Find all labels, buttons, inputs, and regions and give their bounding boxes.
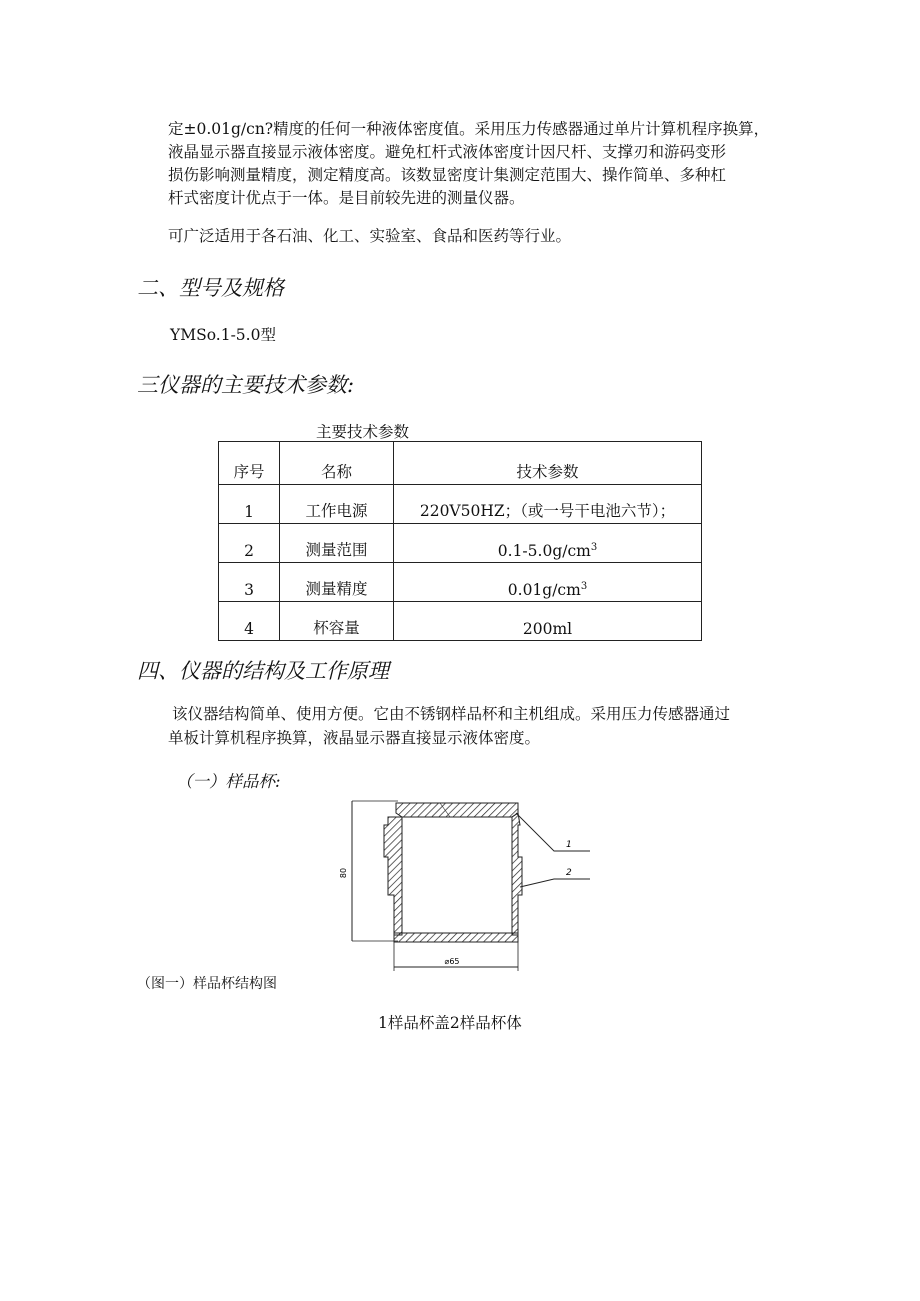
row-name: 测量精度 bbox=[280, 563, 394, 602]
figure-legend: 1样品杯盖2样品杯体 bbox=[378, 1014, 522, 1032]
header-name: 名称 bbox=[280, 442, 394, 485]
table-row bbox=[219, 602, 702, 641]
table-caption: 主要技术参数 bbox=[316, 423, 410, 441]
row-name: 测量范围 bbox=[280, 524, 394, 563]
intro-line-4: 杆式密度计优点于一体。是目前较先进的测量仪器。 bbox=[168, 189, 525, 207]
callout-2-leader bbox=[520, 879, 590, 887]
cup-lid bbox=[396, 803, 518, 817]
table-row bbox=[219, 485, 702, 524]
height-label: 80 bbox=[339, 867, 348, 879]
section4-line-2: 单板计算机程序换算，液晶显示器直接显示液体密度。 bbox=[168, 729, 541, 747]
row-value: 200ml bbox=[394, 602, 702, 641]
section4-heading: 四、仪器的结构及工作原理 bbox=[137, 659, 389, 683]
sample-cup-diagram bbox=[340, 795, 600, 975]
section3-heading: 三仪器的主要技术参数: bbox=[137, 373, 355, 397]
row-no: 2 bbox=[219, 524, 280, 563]
spec-table bbox=[218, 441, 702, 641]
intro-line-3: 损伤影响测量精度，测定精度高。该数显密度计集测定范围大、操作简单、多种杠 bbox=[168, 166, 727, 184]
intro-line-2: 液晶显示器直接显示液体密度。避免杠杆式液体密度计因尺杆、支撑刃和游码变形 bbox=[168, 143, 727, 161]
callout-2-label: 2 bbox=[566, 868, 572, 878]
row-no: 1 bbox=[219, 485, 280, 524]
callout-1-label: 1 bbox=[566, 840, 572, 850]
header-params: 技术参数 bbox=[394, 442, 702, 485]
figure-caption: （图一）样品杯结构图 bbox=[137, 976, 277, 992]
intro-line-1: 定±0.01g∕cn?精度的任何一种液体密度值。采用压力传感器通过单片计算机程序换算， bbox=[168, 120, 770, 138]
row-no: 3 bbox=[219, 563, 280, 602]
row-no: 4 bbox=[219, 602, 280, 641]
applications-text: 可广泛适用于各石油、化工、实验室、食品和医药等行业。 bbox=[168, 227, 572, 245]
table-row bbox=[219, 563, 702, 602]
cup-bottom bbox=[394, 933, 518, 942]
model-text: YMSo.1-5.0型 bbox=[170, 326, 276, 344]
table-row bbox=[219, 524, 702, 563]
row-value: $0.01g∕cm^3$ bbox=[394, 563, 702, 602]
cup-wall-right bbox=[512, 813, 522, 935]
cup-wall-left bbox=[384, 817, 402, 935]
sample-cup-subheading: （一）样品杯: bbox=[176, 772, 281, 791]
callout-1-leader bbox=[516, 813, 590, 851]
row-value: 220V50HZ；（或一号干电池六节）； bbox=[394, 485, 702, 524]
header-no: 序号 bbox=[219, 442, 280, 485]
section2-heading: 二、型号及规格 bbox=[137, 276, 284, 300]
row-name: 工作电源 bbox=[280, 485, 394, 524]
table-header-row bbox=[219, 442, 702, 485]
diameter-label: ⌀65 bbox=[444, 957, 460, 966]
row-value: $0.1-5.0g∕cm^3$ bbox=[394, 524, 702, 563]
section4-line-1: 该仪器结构简单、使用方便。它由不锈钢样品杯和主机组成。采用压力传感器通过 bbox=[172, 705, 731, 723]
row-name: 杯容量 bbox=[280, 602, 394, 641]
